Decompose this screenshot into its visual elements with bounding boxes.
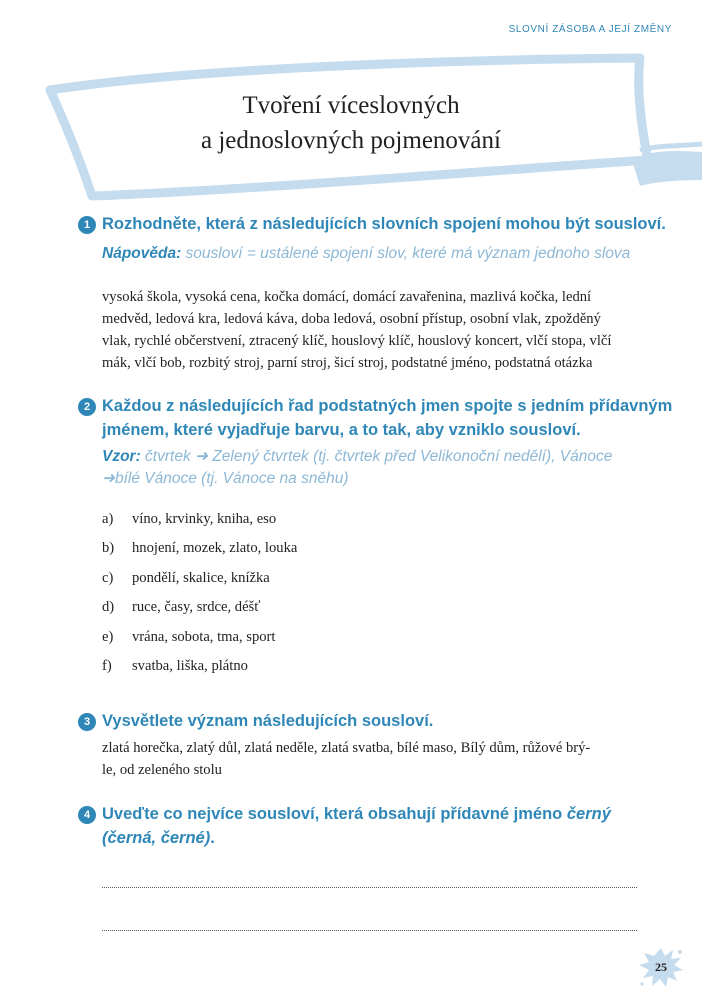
item-text: ruce, časy, srdce, déšť — [132, 599, 261, 615]
item-label: a) — [102, 511, 114, 527]
task-3-number: 3 — [78, 713, 96, 731]
task-4-number: 4 — [78, 806, 96, 824]
instruction-text: Uveďte co nejvíce sousloví, která obsahují přídavné jméno — [102, 805, 567, 823]
item-label: e) — [102, 629, 114, 645]
phrase-line: vlak, rychlé občerstvení, ztracený klíč, houslový klíč, houslový koncert, vlčí stopa, vlčí — [102, 333, 612, 349]
list-item — [102, 629, 275, 646]
item-text: hnojení, mozek, zlato, louka — [132, 540, 298, 556]
phrase-line: zlatá horečka, zlatý důl, zlatá neděle, zlatá svatba, bílé maso, Bílý dům, růžové brý- — [102, 740, 591, 756]
example-text: ➜bílé Vánoce (tj. Vánoce na sněhu) — [102, 470, 349, 487]
answer-line[interactable] — [102, 887, 637, 888]
instruction-text: . — [210, 829, 215, 847]
title-line-1: Tvoření víceslovných — [242, 92, 460, 119]
task-2-example — [102, 446, 612, 490]
title-line-2: a jednoslovných pojmenování — [201, 127, 501, 154]
instruction-line: Každou z následujících řad podstatných jmen spojte s jedním přídavným — [102, 397, 673, 415]
task-3-phrases — [102, 737, 590, 781]
list-item — [102, 599, 260, 616]
page-title — [0, 88, 702, 158]
example-text: čtvrtek ➜ Zelený čtvrtek (tj. čtvrtek před Velikonoční nedělí), Vánoce — [140, 448, 613, 465]
item-label: d) — [102, 599, 115, 615]
item-label: c) — [102, 570, 114, 586]
task-1-number: 1 — [78, 216, 96, 234]
item-label: f) — [102, 658, 112, 674]
task-1-instruction: Rozhodněte, která z následujících slovních spojení mohou být sousloví. — [102, 215, 666, 233]
phrase-line: medvěd, ledová kra, ledová káva, doba ledová, osobní přístup, osobní vlak, zpožděný — [102, 311, 601, 327]
page-number: 25 — [655, 960, 667, 974]
phrase-line: mák, vlčí bob, rozbitý stroj, parní stroj, šicí stroj, podstatné jméno, podstatná otázka — [102, 355, 593, 371]
phrase-line: vysoká škola, vysoká cena, kočka domácí, domácí zavařenina, mazlivá kočka, lední — [102, 289, 592, 305]
task-4-instruction — [102, 802, 611, 850]
item-text: pondělí, skalice, knížka — [132, 570, 270, 586]
list-item — [102, 540, 297, 557]
instruction-line: jménem, které vyjadřuje barvu, a to tak, aby vzniklo sousloví. — [102, 421, 581, 439]
hint-label: Nápověda: — [102, 245, 182, 262]
task-1-phrases — [102, 286, 611, 374]
item-label: b) — [102, 540, 115, 556]
task-2-instruction — [102, 394, 672, 442]
list-item — [102, 570, 270, 587]
instruction-emphasis: (černá, černé) — [102, 829, 211, 847]
task-1-hint — [102, 243, 630, 265]
task-3-instruction: Vysvětlete význam následujících sousloví. — [102, 712, 434, 730]
item-text: vrána, sobota, tma, sport — [132, 629, 276, 645]
example-label: Vzor: — [102, 448, 141, 465]
phrase-line: le, od zeleného stolu — [102, 762, 222, 778]
section-header: SLOVNÍ ZÁSOBA A JEJÍ ZMĚNY — [508, 24, 672, 35]
answer-line[interactable] — [102, 930, 637, 931]
item-text: víno, krvinky, kniha, eso — [132, 511, 277, 527]
instruction-emphasis: černý — [566, 805, 611, 823]
item-text: svatba, liška, plátno — [132, 658, 248, 674]
list-item — [102, 511, 276, 528]
hint-text: sousloví = ustálené spojení slov, které má význam jednoho slova — [181, 245, 631, 262]
task-2-number: 2 — [78, 398, 96, 416]
list-item — [102, 658, 248, 675]
